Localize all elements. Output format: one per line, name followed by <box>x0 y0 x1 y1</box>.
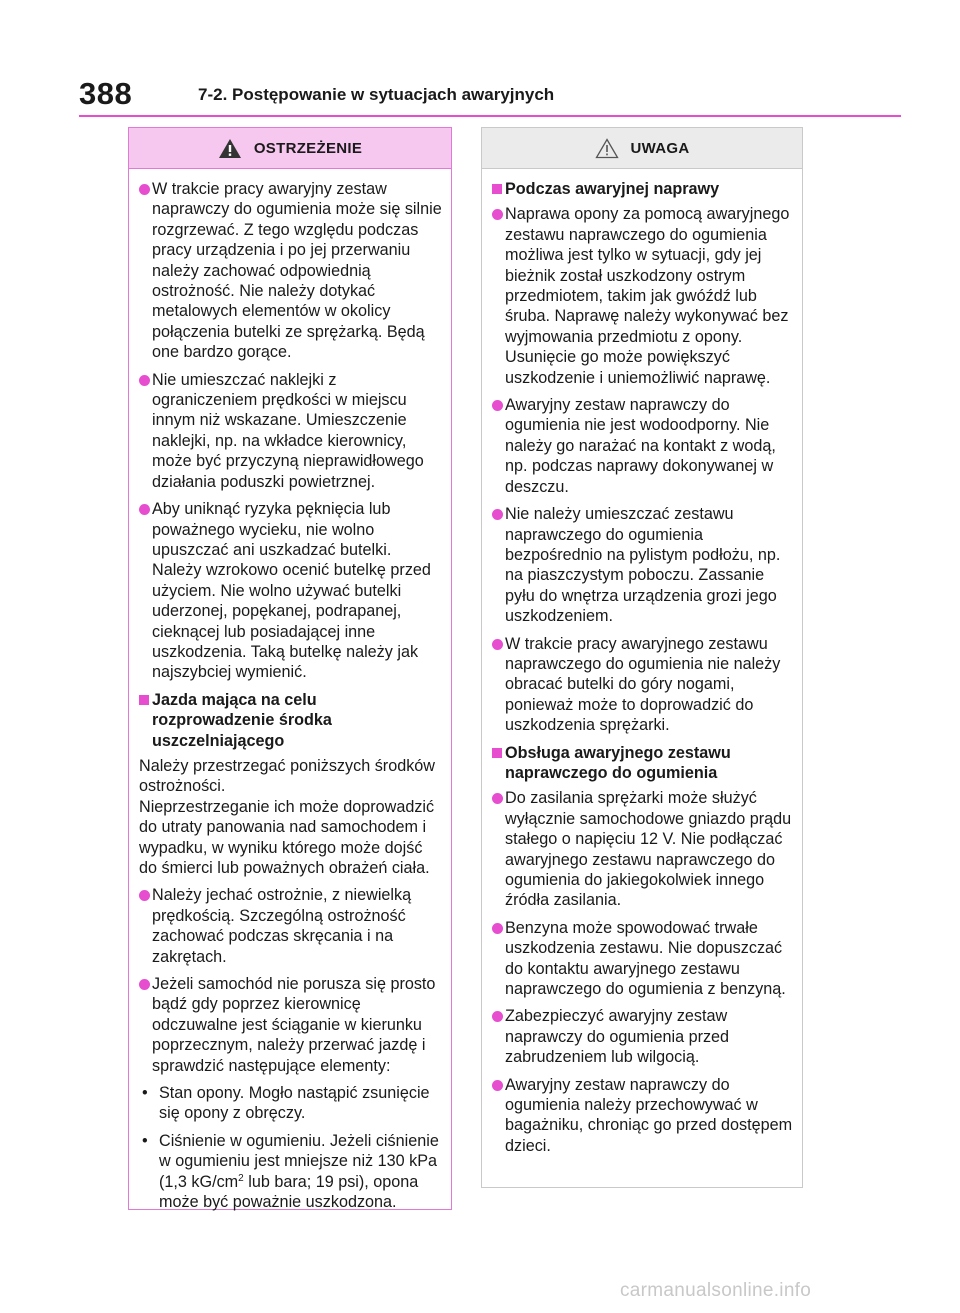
caution-bullet: Naprawa opony za pomocą awaryjnego zestawu naprawczego do ogumienia możliwa jest tylko w sytuacji, gdy jej bieżnik został uszkodzony ostrym przedmiotem, takim jak gwóźdź lub śruba. Naprawę należy wykonywać bez wyjmowania przedmiotu z opony. Usunięcie go może powiększyć uszkodzenie i uniemożliwić naprawę. <box>492 204 794 388</box>
caution-bullet: W trakcie pracy awaryjnego zestawu naprawczego do ogumienia nie należy obracać butelki do góry nogami, ponieważ może to doprowadzić do uszkodzenia sprężarki. <box>492 634 794 736</box>
page-number: 388 <box>79 76 133 111</box>
warning-body <box>129 169 451 1213</box>
warning-sub-item: • Stan opony. Mogło nastąpić zsunięcie się opony z obręczy. <box>139 1083 443 1124</box>
caution-header <box>482 128 802 169</box>
caution-triangle-icon <box>595 138 619 159</box>
warning-sub-item: • Ciśnienie w ogumieniu. Jeżeli ciśnienie w ogumieniu jest mniejsze niż 130 kPa (1,3 $kG/cm^2$ lub bara; 19 psi), opona może być poważnie uszkodzona. <box>139 1131 443 1213</box>
watermark: carmanualsonline.info <box>620 1280 812 1301</box>
caution-body <box>482 169 802 1156</box>
caution-bullet: Zabezpieczyć awaryjny zestaw naprawczy do ogumienia przed zabrudzeniem lub wilgocią. <box>492 1006 794 1067</box>
warning-bullet: Należy jechać ostrożnie, z niewielką prędkością. Szczególną ostrożność zachować podczas skręcania i na zakrętach. <box>139 885 443 967</box>
caution-bullet: Benzyna może spowodować trwałe uszkodzenia zestawu. Nie dopuszczać do kontaktu awaryjnego zestawu naprawczego do ogumienia z benzyną. <box>492 918 794 1000</box>
header-divider <box>79 115 901 117</box>
caution-bullet: Do zasilania sprężarki może służyć wyłącznie samochodowe gniazdo prądu stałego o napięciu 12 V. Nie podłączać awaryjnego zestawu naprawczego do ogumienia do jakiegokolwiek innego źródła zasilania. <box>492 788 794 910</box>
caution-title: UWAGA <box>630 139 690 157</box>
warning-bullet: Nie umieszczać naklejki z ograniczeniem prędkości w miejscu innym niż wskazane. Umieszczenie naklejki, np. na wkładce kierownicy, może być przyczyną nieprawidłowego działania poduszki powietrznej. <box>139 370 443 492</box>
warning-bullet: Aby uniknąć ryzyka pęknięcia lub poważnego wycieku, nie wolno upuszczać ani uszkadzać butelki. Należy wzrokowo ocenić butelkę przed użyciem. Nie wolno używać butelki uderzonej, popękanej, podrapanej, cieknącej lub posiadającej inne uszkodzenia. Taką butelkę należy jak najszybciej wymienić. <box>139 499 443 683</box>
warning-paragraph: Nieprzestrzeganie ich może doprowadzić do utraty panowania nad samochodem i wypadku, w wyniku którego może dojść do śmierci lub poważnych obrażeń ciała. <box>139 797 435 877</box>
warning-paragraph: Należy przestrzegać poniższych środków ostrożności. <box>139 756 435 796</box>
warning-header <box>129 128 451 169</box>
section-title: 7-2. Postępowanie w sytuacjach awaryjnych <box>198 85 555 104</box>
caution-section-heading: Obsługa awaryjnego zestawu naprawczego do ogumienia <box>492 743 794 784</box>
warning-box <box>128 127 452 1210</box>
warning-bullet: W trakcie pracy awaryjny zestaw naprawczy do ogumienia może się silnie rozgrzewać. Z tego względu podczas pracy urządzenia i po jej przerwaniu należy zachować odpowiednią ostrożność. Nie należy dotykać metalowych elementów w okolicy połączenia butelki ze sprężarką. Będą one bardzo gorące. <box>139 179 443 363</box>
warning-bullet: Jeżeli samochód nie porusza się prosto bądź gdy poprzez kierownicę odczuwalne jest ściąganie w kierunku poprzecznym, należy przerwać jazdę i sprawdzić następujące elementy: <box>139 974 443 1076</box>
caution-box <box>481 127 803 1188</box>
caution-bullet: Awaryjny zestaw naprawczy do ogumienia należy przechowywać w bagażniku, chroniąc go przed dostępem dzieci. <box>492 1075 794 1157</box>
warning-triangle-icon <box>218 138 242 159</box>
warning-section-heading: Jazda mająca na celu rozprowadzenie środka uszczelniającego <box>139 690 443 751</box>
warning-title: OSTRZEŻENIE <box>253 139 363 157</box>
caution-bullet: Awaryjny zestaw naprawczy do ogumienia nie jest wodoodporny. Nie należy go narażać na kontakt z wodą, np. podczas naprawy dokonywanej w deszczu. <box>492 395 794 497</box>
caution-section-heading: Podczas awaryjnej naprawy <box>492 179 794 199</box>
caution-bullet: Nie należy umieszczać zestawu naprawczego do ogumienia bezpośrednio na pylistym podłożu, np. na piaszczystym poboczu. Zassanie pyłu do wnętrza urządzenia grozi jego uszkodzeniem. <box>492 504 794 626</box>
